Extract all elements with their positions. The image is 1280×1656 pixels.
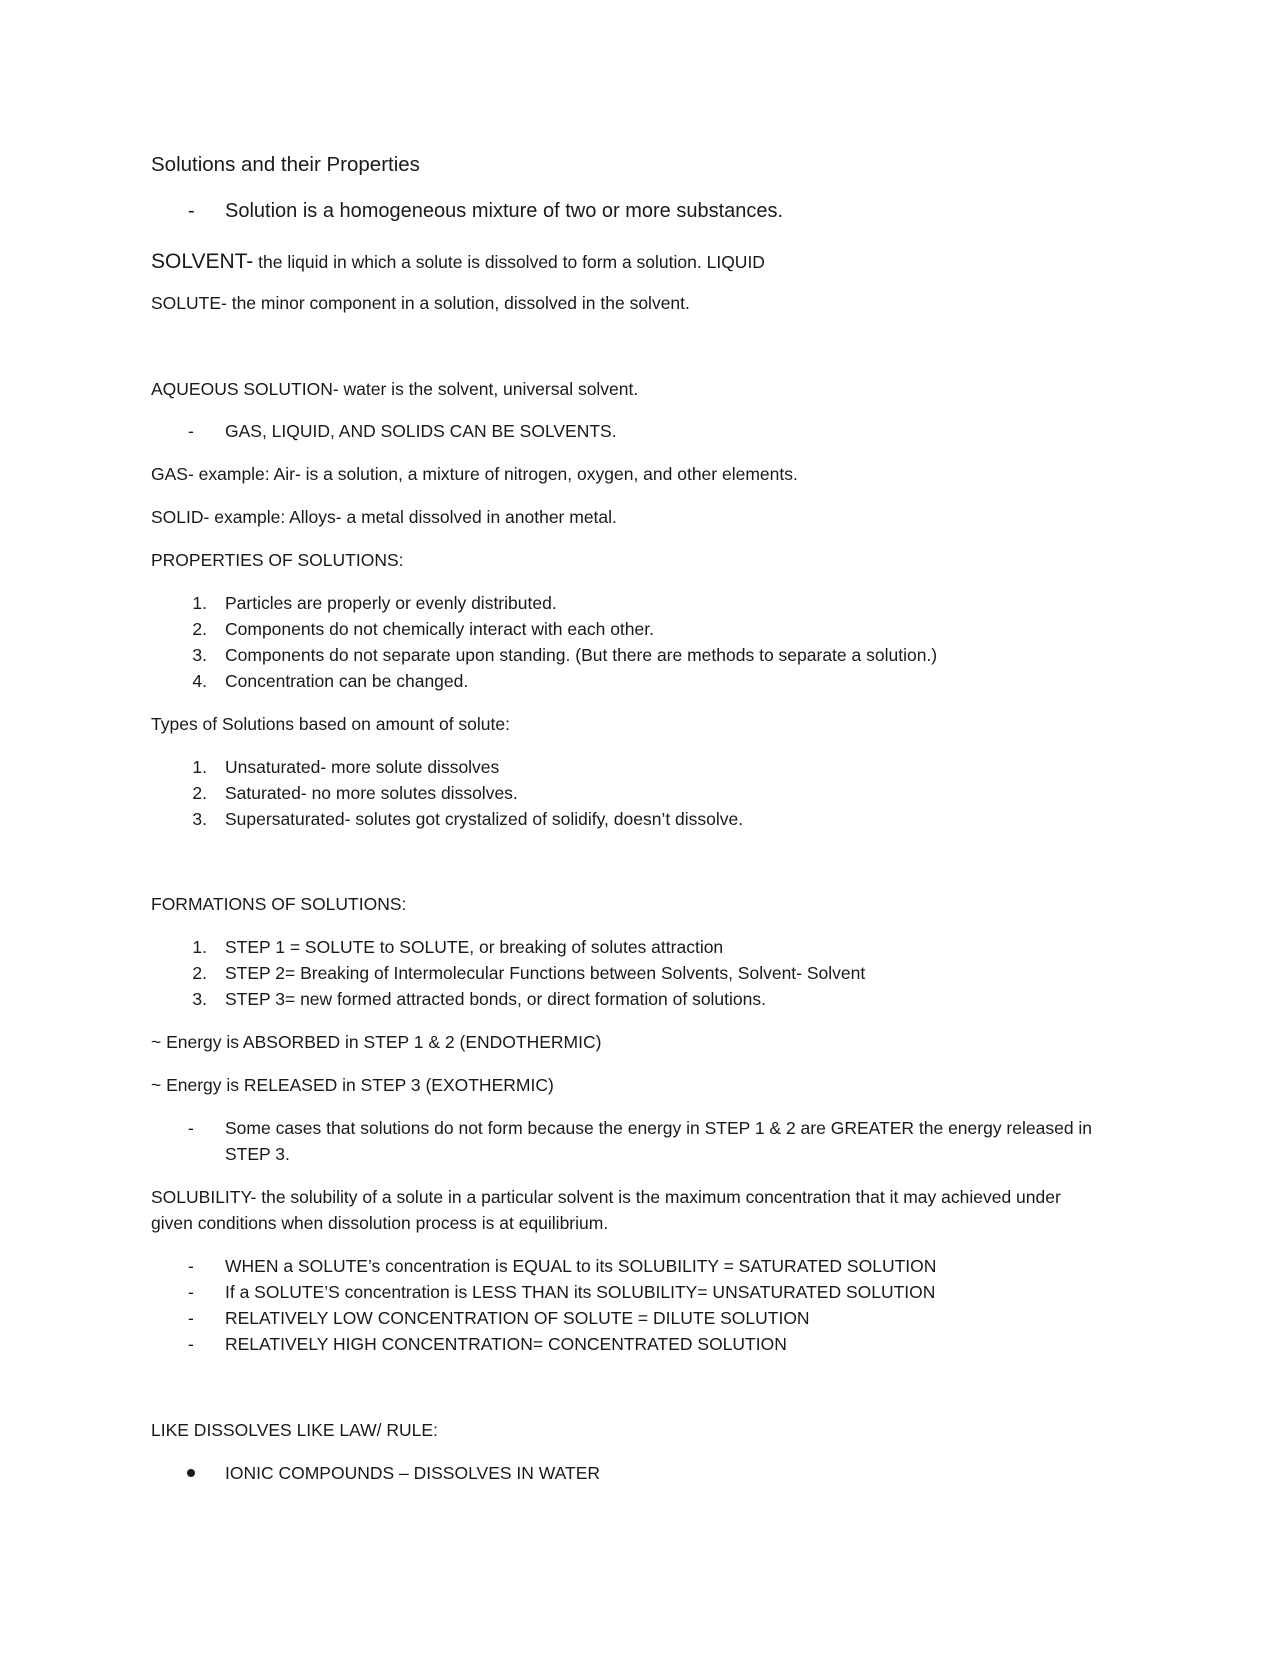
list-item: Saturated- no more solutes dissolves. [225,783,518,803]
dash-marker: - [188,1282,194,1302]
list-number: 3. [192,809,207,829]
list-item: STEP 2= Breaking of Intermolecular Functions between Solvents, Solvent- Solvent [225,963,866,983]
list-number: 1. [192,757,207,777]
solvent-term: SOLVENT- [151,250,254,273]
like-dissolves-heading: LIKE DISSOLVES LIKE LAW/ RULE: [151,1420,438,1440]
list-number: 2. [192,963,207,983]
bullet-icon [187,1469,195,1477]
energy-note-line-1: Some cases that solutions do not form because the energy in STEP 1 & 2 are GREATER the energy released in [225,1118,1093,1138]
energy-released-note: ~ Energy is RELEASED in STEP 3 (EXOTHERMIC) [151,1075,554,1095]
dash-marker: - [188,1308,194,1328]
solute-definition: SOLUTE- the minor component in a solution, dissolved in the solvent. [151,293,690,313]
dash-marker: - [188,1118,194,1138]
list-item: Unsaturated- more solute dissolves [225,757,500,777]
types-heading: Types of Solutions based on amount of solute: [151,714,510,734]
dash-marker: - [188,1334,194,1354]
gas-example: GAS- example: Air- is a solution, a mixture of nitrogen, oxygen, and other elements. [151,464,798,484]
list-item: Supersaturated- solutes got crystalized of solidify, doesn’t dissolve. [225,809,744,829]
aqueous-definition: AQUEOUS SOLUTION- water is the solvent, universal solvent. [151,379,639,399]
list-item: If a SOLUTE’S concentration is LESS THAN its SOLUBILITY= UNSATURATED SOLUTION [225,1282,936,1302]
list-number: 2. [192,619,207,639]
page-title: Solutions and their Properties [151,153,420,176]
solid-example: SOLID- example: Alloys- a metal dissolved in another metal. [151,507,617,527]
list-item: Components do not chemically interact with each other. [225,619,654,639]
solvent-definition [151,249,765,275]
dash-marker: - [188,421,194,441]
list-item: STEP 3= new formed attracted bonds, or direct formation of solutions. [225,989,766,1009]
properties-heading: PROPERTIES OF SOLUTIONS: [151,550,404,570]
solubility-definition-line-2: given conditions when dissolution process is at equilibrium. [151,1213,609,1233]
list-item: RELATIVELY HIGH CONCENTRATION= CONCENTRATED SOLUTION [225,1334,787,1354]
list-number: 3. [192,645,207,665]
solvents-note: GAS, LIQUID, AND SOLIDS CAN BE SOLVENTS. [225,421,617,441]
solvent-text: the liquid in which a solute is dissolved to form a solution. LIQUID [253,252,765,272]
solution-definition: Solution is a homogeneous mixture of two or more substances. [225,200,784,222]
list-number: 3. [192,989,207,1009]
list-item: Components do not separate upon standing. (But there are methods to separate a solution.) [225,645,938,665]
list-item: WHEN a SOLUTE’s concentration is EQUAL to its SOLUBILITY = SATURATED SOLUTION [225,1256,937,1276]
formations-heading: FORMATIONS OF SOLUTIONS: [151,894,407,914]
list-item: STEP 1 = SOLUTE to SOLUTE, or breaking of solutes attraction [225,937,724,957]
list-item: RELATIVELY LOW CONCENTRATION OF SOLUTE = DILUTE SOLUTION [225,1308,810,1328]
list-item: Concentration can be changed. [225,671,469,691]
dash-marker: - [188,200,195,222]
dash-marker: - [188,1256,194,1276]
list-number: 1. [192,593,207,613]
list-number: 2. [192,783,207,803]
energy-note-line-2: STEP 3. [225,1144,290,1164]
list-number: 4. [192,671,207,691]
list-item: IONIC COMPOUNDS – DISSOLVES IN WATER [225,1463,601,1483]
solubility-definition-line-1: SOLUBILITY- the solubility of a solute in a particular solvent is the maximum concentration that it may achieved under [151,1187,1061,1207]
list-number: 1. [192,937,207,957]
list-item: Particles are properly or evenly distributed. [225,593,557,613]
energy-absorbed-note: ~ Energy is ABSORBED in STEP 1 & 2 (ENDOTHERMIC) [151,1032,602,1052]
